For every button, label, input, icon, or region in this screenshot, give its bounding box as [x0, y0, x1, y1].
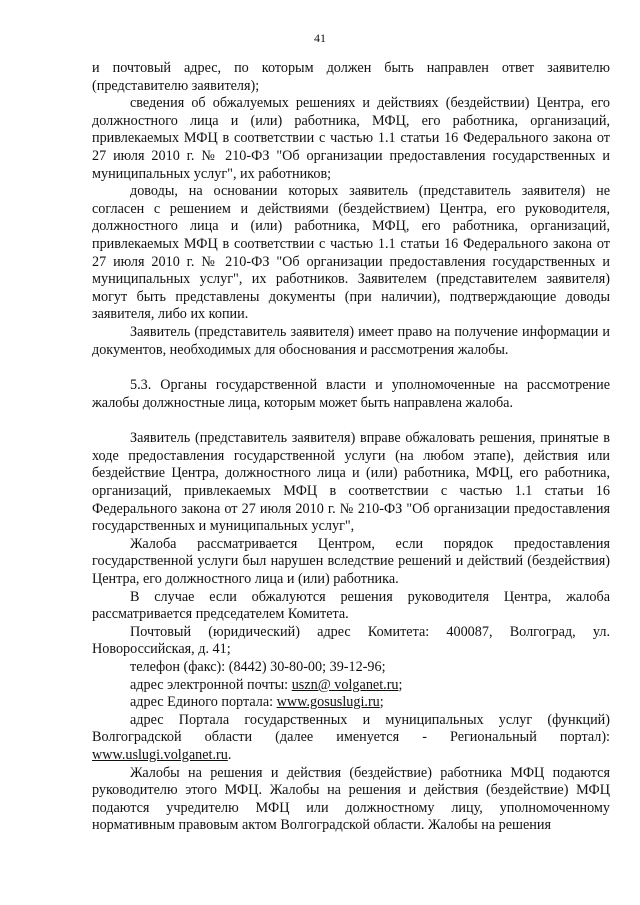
regional-portal-text: адрес Портала государственных и муниципальных услуг (функций) Волгоградской области (далее именуется - Региональный портал): — [92, 711, 610, 746]
email-suffix: ; — [398, 676, 403, 693]
paragraph-postal-address: Почтовый (юридический) адрес Комитета: 400087, Волгоград, ул. Новороссийская, д. 41; — [92, 623, 610, 658]
portal-label: адрес Единого портала: — [130, 694, 277, 711]
portal-link[interactable]: www.gosuslugi.ru — [276, 694, 380, 711]
paragraph-right-to-information: Заявитель (представитель заявителя) имеет право на получение информации и документов, необходимых для обоснования и рассмотрения жалобы. — [92, 323, 610, 358]
regional-portal-suffix: . — [227, 746, 232, 763]
document-body — [92, 60, 610, 835]
paragraph-committee-chairman: В случае если обжалуются решения руководителя Центра, жалоба рассматривается председателем Комитета. — [92, 588, 610, 623]
regional-portal-link[interactable]: www.uslugi.volganet.ru — [92, 746, 228, 763]
paragraph-complaint-review: Жалоба рассматривается Центром, если порядок предоставления государственной услуги был нарушен вследствие решений и действий (бездействия) Центра, его должностного лица и (или) работника. — [92, 535, 610, 588]
paragraph-phone: телефон (факс): (8442) 30-80-00; 39-12-96; — [130, 659, 386, 675]
portal-suffix: ; — [379, 694, 384, 711]
paragraph-email — [92, 677, 610, 695]
paragraph-mailing-address: и почтовый адрес, по которым должен быть направлен ответ заявителю (представителю заявителя); — [92, 60, 610, 94]
email-link[interactable]: uszn@ volganet.ru — [291, 676, 399, 693]
page-number: 41 — [314, 31, 326, 45]
section-heading-5-3: 5.3. Органы государственной власти и уполномоченные на рассмотрение жалобы должностные лица, которым может быть направлена жалоба. — [92, 377, 610, 411]
paragraph-arguments: доводы, на основании которых заявитель (представитель заявителя) не согласен с решением и действиями (бездействием) Центра, его руководителя, должностного лица и (или) работника, МФЦ, его работника, организаций, привлекаемых МФЦ в соответствии с частью 1.1 статьи 16 Федерального закона от 27 июля 2010 г. № 210-ФЗ "Об организации предоставления государственных и муниципальных услуг", их работников. Заявителем (представителем заявителя) могут быть представлены документы (при наличии), подтверждающие доводы заявителя, либо их копии. — [92, 183, 610, 323]
email-label: адрес электронной почты: — [130, 676, 292, 693]
paragraph-right-to-appeal: Заявитель (представитель заявителя) вправе обжаловать решения, принятые в ходе предоставления государственной услуги (на любом этапе), действия или бездействие Центра, должностного лица и (или) работника, МФЦ, его работника, организаций, привлекаемых МФЦ в соответствии с частью 1.1 статьи 16 Федерального закона от 27 июля 2010 г. № 210-ФЗ "Об организации предоставления государственных и муниципальных услуг", — [92, 430, 610, 535]
paragraph-mfc-complaints: Жалобы на решения и действия (бездействие) работника МФЦ подаются руководителю этого МФЦ. Жалобы на решения и действия (бездействие) МФЦ подаются учредителю МФЦ или должностному лицу, уполномоченному нормативным правовым актом Волгоградской области. Жалобы на решения — [92, 764, 610, 834]
paragraph-regional-portal — [92, 712, 610, 765]
paragraph-appealed-decisions: сведения об обжалуемых решениях и действиях (бездействии) Центра, его должностного лица и (или) работника, МФЦ, его работника, организаций, привлекаемых МФЦ в соответствии с частью 1.1 статьи 16 Федерального закона от 27 июля 2010 г. № 210-ФЗ "Об организации предоставления государственных и муниципальных услуг", их работников; — [92, 95, 610, 182]
paragraph-unified-portal — [92, 694, 610, 712]
